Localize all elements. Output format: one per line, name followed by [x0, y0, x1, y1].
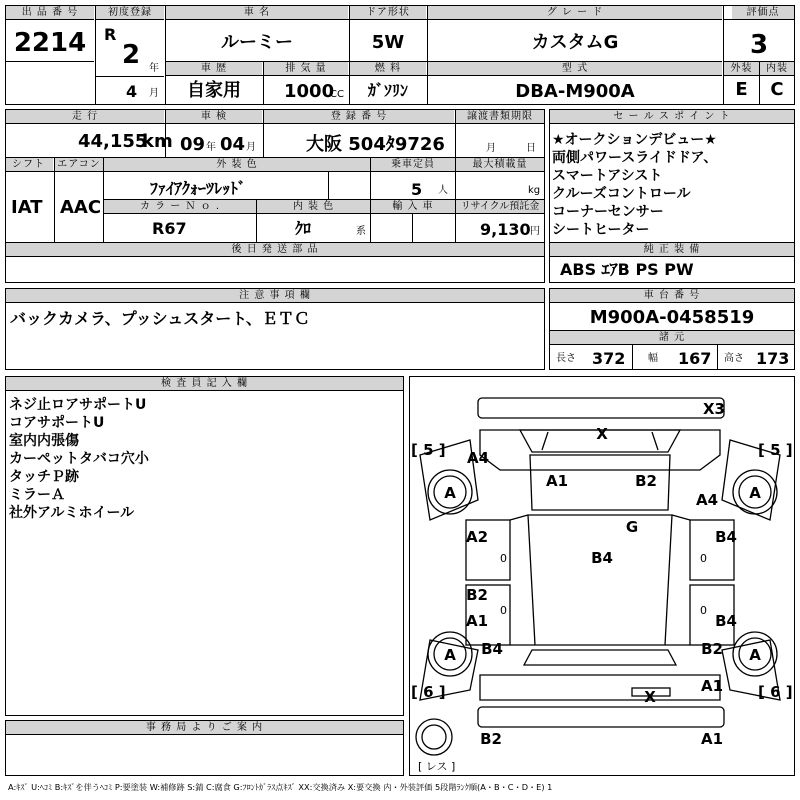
- mark-zero-left-front: 0: [500, 552, 507, 565]
- month-unit: 月: [149, 88, 159, 99]
- mark-a1-front: A1: [545, 472, 569, 490]
- shift: IAT: [11, 197, 43, 218]
- later-parts-label: 後 日 発 送 部 品: [6, 243, 544, 256]
- notes-text: バックカメラ、プッシュスタート、ＥＴＣ: [10, 309, 310, 328]
- inspector-note: カーペットタバコ穴小: [9, 451, 149, 467]
- mark-b2-left: B2: [466, 586, 488, 604]
- mark-zero-right-front: 0: [700, 552, 707, 565]
- mileage-unit: km: [142, 131, 173, 152]
- inspector-note: コアサポートU: [9, 415, 105, 431]
- score: 3: [749, 30, 769, 60]
- tread-front-right: [ 5 ]: [758, 441, 793, 459]
- door-type-label: ドア形状: [350, 6, 426, 19]
- inspector-note: タッチＰ跡: [9, 469, 79, 485]
- grade-label: グ レ ー ド: [428, 6, 722, 19]
- inspection-month-unit: 月: [246, 142, 256, 153]
- mark-a2-left: A2: [465, 528, 489, 546]
- tire-rear-left: A: [444, 646, 456, 664]
- mark-x-rear: X: [644, 688, 656, 706]
- transfer-label: 譲渡書類期限: [456, 110, 544, 123]
- chassis-number: M900A-0458519: [589, 307, 755, 328]
- capacity-label: 乗車定員: [371, 158, 455, 171]
- tread-rear-right: [ 6 ]: [758, 683, 793, 701]
- inspector-note: ミラーＡ: [9, 487, 65, 503]
- transfer-month-unit: 月: [486, 143, 496, 154]
- aircon-label: エアコン: [55, 158, 103, 171]
- legend: A:ｷｽﾞ U:ﾍｺﾐ B:ｷｽﾞを伴うﾍｺﾐ P:要塗装 W:補修跡 S:錆 C:腐食 G:ﾌﾛﾝﾄｶﾞﾗｽ点ｷｽﾞ XX:交換済み X:要交換 内・外装評価 5段階ﾗﾝｸ順(A・B・C・D・E) 1: [8, 782, 553, 792]
- mark-b4-center: B4: [591, 549, 613, 567]
- recycle-fee: 9,130: [480, 220, 531, 239]
- fuel-label: 燃 料: [350, 62, 426, 75]
- mark-a1-right-rear: A1: [700, 677, 724, 695]
- mark-g: G: [625, 518, 639, 536]
- mark-b2-front: B2: [635, 472, 657, 490]
- grade: カスタムG: [531, 32, 619, 53]
- specs-label: 諸 元: [550, 331, 794, 344]
- ext-color: ﾌｧｲｱｸｫｰﾂﾚｯﾄﾞ: [150, 179, 247, 198]
- length: 372: [592, 349, 626, 368]
- fuel: ｶﾞｿﾘﾝ: [367, 81, 408, 100]
- int-color-label: 内 装 色: [257, 200, 370, 213]
- mark-b4-left-rear: B4: [481, 640, 503, 658]
- displacement: 1000: [284, 81, 335, 102]
- capacity-unit: 人: [438, 185, 448, 196]
- width: 167: [678, 349, 712, 368]
- mark-a4-left: A4: [466, 449, 490, 467]
- mileage: 44,155: [78, 131, 148, 152]
- inspection-year: 09: [180, 134, 206, 155]
- first-registration-label: 初度登録: [96, 6, 164, 19]
- car-name: ルーミー: [221, 32, 293, 53]
- cc-unit: CC: [330, 89, 344, 100]
- sales-point-item: コーナーセンサー: [552, 204, 664, 220]
- genuine-equipment-label: 純 正 装 備: [550, 243, 794, 256]
- mark-a4-right: A4: [695, 491, 719, 509]
- lot-number-label: 出 品 番 号: [6, 6, 94, 19]
- height-label: 高さ: [724, 353, 744, 364]
- ext-grade-label: 外装: [724, 62, 759, 75]
- displacement-label: 排 気 量: [264, 62, 348, 75]
- int-color-unit: 系: [356, 226, 366, 237]
- max-load-unit: kg: [528, 185, 541, 196]
- registration-number: 大阪 504ﾀ9726: [306, 134, 445, 155]
- mark-a1-bottom: A1: [700, 730, 724, 748]
- mark-x-front: X: [596, 425, 608, 443]
- ext-color-label: 外 装 色: [104, 158, 370, 171]
- history-label: 車 歴: [166, 62, 262, 75]
- import-label: 輸 入 車: [371, 200, 455, 213]
- shift-label: シフト: [6, 158, 53, 171]
- door-type: 5W: [371, 32, 405, 53]
- score-label: 評価点: [732, 6, 794, 19]
- tire-front-right: A: [749, 484, 761, 502]
- genuine-equipment: ABS ｴｱB PS PW: [560, 260, 694, 279]
- mark-zero-right-rear: 0: [700, 604, 707, 617]
- max-load-label: 最大積載量: [456, 158, 544, 171]
- notes-label: 注 意 事 項 欄: [6, 289, 544, 302]
- color-no-label: カ ラ ー Ｎ ｏ .: [104, 200, 256, 213]
- yen-unit: 円: [530, 226, 540, 237]
- int-grade: C: [770, 79, 784, 100]
- length-label: 長さ: [556, 353, 576, 364]
- transfer-day-unit: 日: [526, 143, 536, 154]
- reg-no-label: 登 録 番 号: [264, 110, 454, 123]
- sales-point-item: シートヒーター: [552, 222, 650, 238]
- chassis-label: 車 台 番 号: [550, 289, 794, 302]
- mark-b4-right: B4: [715, 528, 737, 546]
- inspector-note: 社外アルミホイール: [9, 505, 135, 521]
- spare-tire-label: [ レス ]: [418, 760, 456, 773]
- inspector-note: 室内内張傷: [9, 433, 79, 449]
- inspector-note: ネジ止ロアサポートU: [9, 397, 147, 413]
- sales-point-item: 両側パワースライドドア、: [552, 150, 718, 166]
- sales-point-item: スマートアシスト: [552, 168, 663, 184]
- recycle-label: リサイクル預託金: [456, 200, 544, 213]
- sales-point-item: ★オークションデビュー★: [552, 132, 717, 148]
- mark-b2-right-rear: B2: [701, 640, 723, 658]
- inspection-label: 車 検: [166, 110, 262, 123]
- height: 173: [756, 349, 790, 368]
- mark-zero-left-rear: 0: [500, 604, 507, 617]
- width-label: 幅: [648, 353, 658, 364]
- mark-b2-bottom: B2: [480, 730, 502, 748]
- mark-x3: X3: [702, 400, 726, 418]
- tread-rear-left: [ 6 ]: [411, 683, 446, 701]
- inspector-label: 検 査 員 記 入 欄: [6, 377, 403, 390]
- lot-number: 2214: [13, 28, 87, 58]
- model-code-label: 型 式: [428, 62, 722, 75]
- color-no: R67: [152, 219, 187, 238]
- registration-year: 2: [122, 40, 141, 70]
- sales-points-label: セ ー ル ス ポ イ ン ト: [550, 110, 794, 123]
- aircon: AAC: [60, 197, 102, 218]
- tire-front-left: A: [444, 484, 456, 502]
- mark-b4-right-rear: B4: [715, 612, 737, 630]
- registration-month: 4: [126, 82, 138, 101]
- int-color: ｸﾛ: [295, 219, 312, 238]
- year-unit: 年: [149, 63, 159, 74]
- model-code: DBA-M900A: [515, 81, 635, 102]
- inspection-month: 04: [220, 134, 246, 155]
- int-grade-label: 内装: [760, 62, 794, 75]
- car-name-label: 車 名: [166, 6, 348, 19]
- sales-point-item: クルーズコントロール: [552, 186, 691, 202]
- ext-grade: E: [735, 79, 748, 100]
- office-label: 事 務 局 よ り ご 案 内: [6, 721, 403, 734]
- tread-front-left: [ 5 ]: [411, 441, 446, 459]
- era-mark: R: [104, 25, 117, 44]
- inspection-year-unit: 年: [206, 142, 216, 153]
- tire-rear-right: A: [749, 646, 761, 664]
- history: 自家用: [187, 80, 241, 101]
- mileage-label: 走 行: [6, 110, 164, 123]
- capacity: 5: [411, 180, 423, 199]
- mark-a1-left: A1: [465, 612, 489, 630]
